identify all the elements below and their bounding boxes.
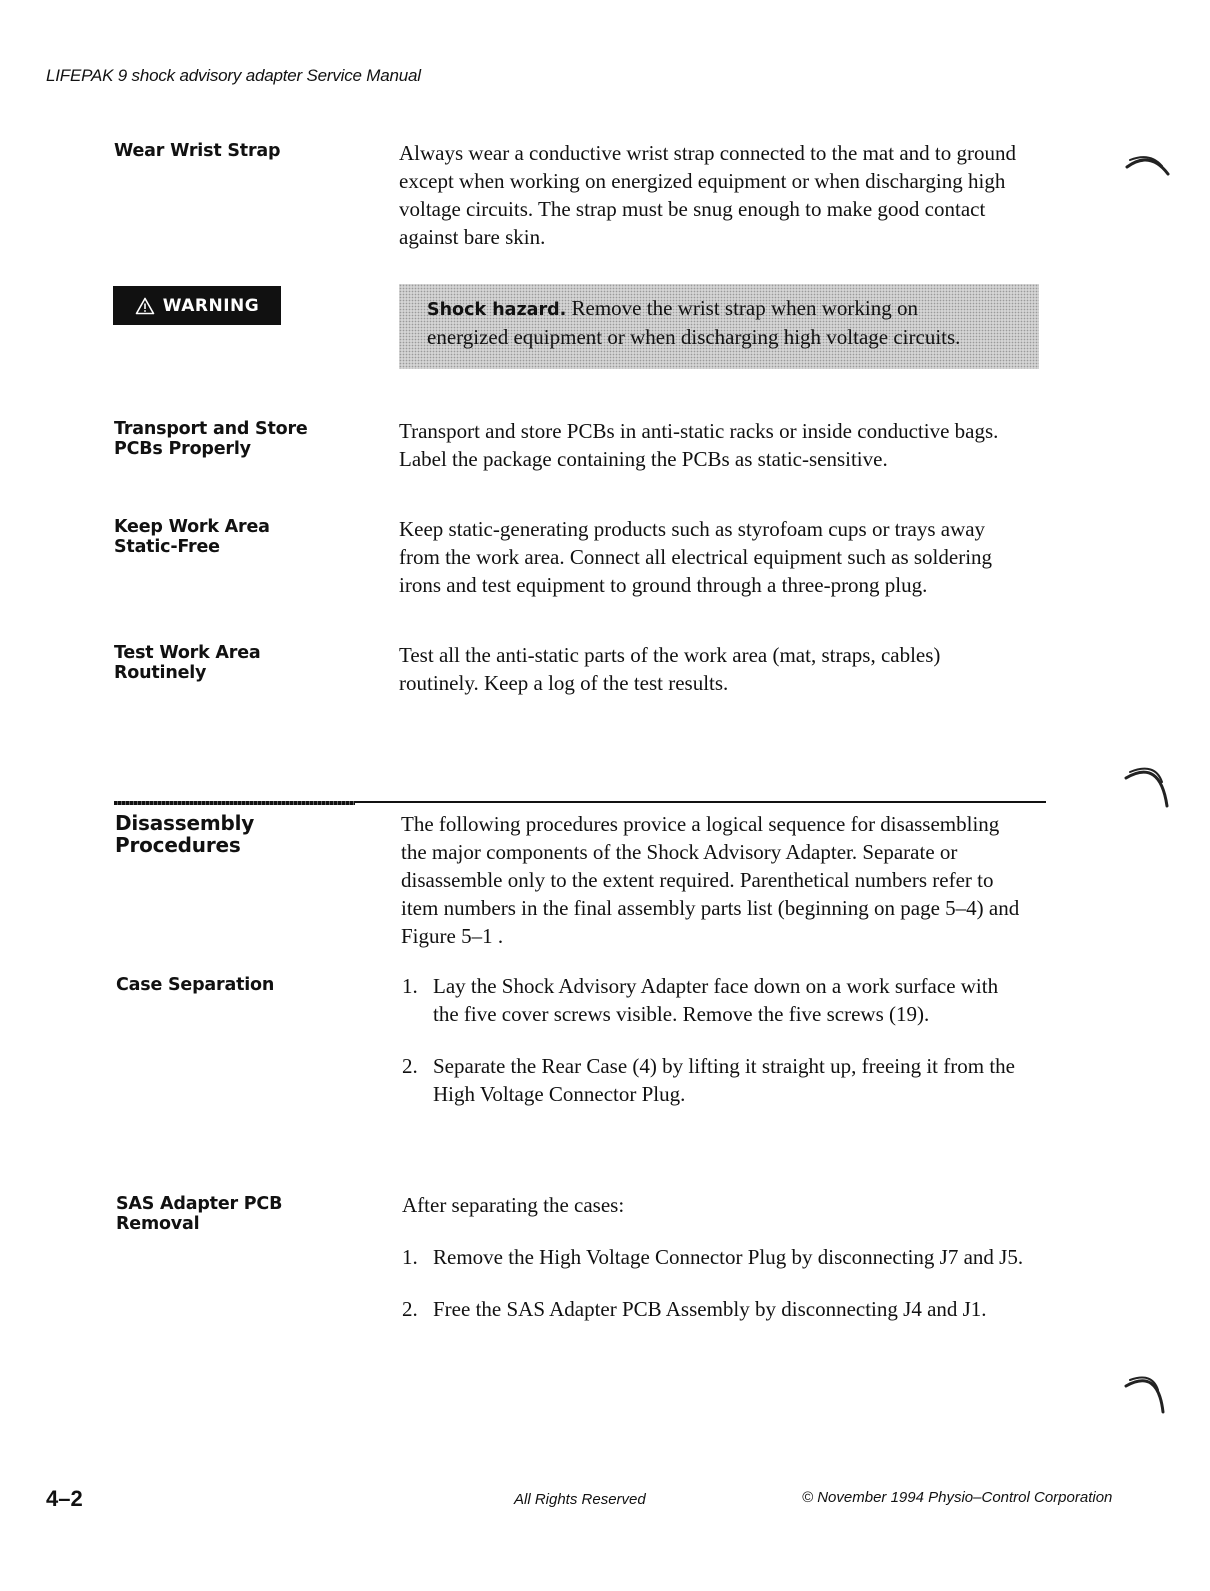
page-number: 4–2 <box>46 1486 83 1511</box>
heading-line: Test Work Area <box>114 643 261 663</box>
text-line: irons and test equipment to ground through a three-prong plug. <box>399 573 928 597</box>
warning-line-2: energized equipment or when discharging high voltage circuits. <box>427 325 961 349</box>
warning-line-1 <box>427 295 1011 324</box>
warning-triangle-icon <box>135 297 155 315</box>
heading-wear-wrist-strap: Wear Wrist Strap <box>114 141 281 161</box>
heading-line: Removal <box>116 1214 200 1234</box>
heading-keep-static-free <box>114 517 364 557</box>
text-line: Test all the anti-static parts of the work area (mat, straps, cables) <box>399 643 941 667</box>
text-line: Remove the High Voltage Connector Plug by disconnecting J7 and J5. <box>433 1245 1024 1269</box>
text-line: the major components of the Shock Advisory Adapter. Separate or <box>401 840 958 864</box>
heading-test-routinely <box>114 643 364 683</box>
paragraph-disassembly <box>401 810 1061 950</box>
heading-line: PCBs Properly <box>114 439 251 459</box>
text-line: Label the package containing the PCBs as static-sensitive. <box>399 447 888 471</box>
list-item <box>402 972 1062 1028</box>
heading-case-separation: Case Separation <box>116 975 275 995</box>
text-line: Separate the Rear Case (4) by lifting it straight up, freeing it from the <box>433 1054 1015 1078</box>
text-line: Free the SAS Adapter PCB Assembly by disconnecting J4 and J1. <box>433 1297 987 1321</box>
text-line: the five cover screws visible. Remove the five screws (19). <box>433 1002 930 1026</box>
footer-rights: All Rights Reserved <box>514 1491 646 1508</box>
warning-box <box>399 284 1039 369</box>
warning-badge <box>113 286 281 325</box>
paragraph-transport <box>399 417 1049 473</box>
step-number: 2. <box>402 1297 418 1321</box>
binding-mark-icon <box>1126 769 1167 806</box>
heading-line: Disassembly <box>115 811 255 835</box>
heading-line: Transport and Store <box>114 419 308 439</box>
heading-line: Procedures <box>115 833 241 857</box>
case-separation-steps <box>402 972 1062 1108</box>
heading-line: Routinely <box>114 663 207 683</box>
warning-badge-label: WARNING <box>162 295 260 316</box>
warning-lead: Shock hazard. <box>427 300 567 320</box>
heading-line: SAS Adapter PCB <box>116 1194 283 1214</box>
warning-text: Remove the wrist strap when working on <box>571 296 918 320</box>
step-number: 1. <box>402 974 418 998</box>
text-line: from the work area. Connect all electrical equipment such as soldering <box>399 545 993 569</box>
paragraph-test-routinely <box>399 641 1049 697</box>
text-line: Lay the Shock Advisory Adapter face down on a work surface with <box>433 974 999 998</box>
step-number: 1. <box>402 1245 418 1269</box>
text-line: item numbers in the final assembly parts list (beginning on page 5–4) and <box>401 896 1020 920</box>
text-line: except when working on energized equipment or when discharging high <box>399 169 1006 193</box>
heading-disassembly-procedures <box>115 812 365 856</box>
paragraph-wrist-strap <box>399 139 1049 251</box>
pcb-removal-steps <box>402 1243 1082 1323</box>
pcb-removal-intro: After separating the cases: <box>402 1193 625 1217</box>
text-line: High Voltage Connector Plug. <box>433 1082 686 1106</box>
footer-copyright: © November 1994 Physio–Control Corporation <box>802 1489 1113 1506</box>
text-line: routinely. Keep a log of the test results. <box>399 671 729 695</box>
text-line: disassemble only to the extent required. Parenthetical numbers refer to <box>401 868 994 892</box>
heading-transport-store <box>114 419 364 459</box>
text-line: against bare skin. <box>399 225 546 249</box>
text-line: Transport and store PCBs in anti-static racks or inside conductive bags. <box>399 419 999 443</box>
binding-mark-icon <box>1126 1378 1163 1412</box>
section-rule-thin <box>355 801 1046 803</box>
text-line: voltage circuits. The strap must be snug enough to make good contact <box>399 197 986 221</box>
heading-line: Static-Free <box>114 537 220 557</box>
step-number: 2. <box>402 1054 418 1078</box>
heading-line: Keep Work Area <box>114 517 270 537</box>
list-item <box>402 1052 1062 1108</box>
text-line: Always wear a conductive wrist strap connected to the mat and to ground <box>399 141 1016 165</box>
text-line: Figure 5–1 . <box>401 924 504 948</box>
running-header: LIFEPAK 9 shock advisory adapter Service Manual <box>46 66 421 85</box>
text-line: Keep static-generating products such as styrofoam cups or trays away <box>399 517 986 541</box>
binding-mark-icon <box>1127 157 1168 174</box>
heading-sas-pcb-removal <box>116 1194 366 1234</box>
text-line: The following procedures provice a logical sequence for disassembling <box>401 812 1000 836</box>
list-item <box>402 1243 1082 1271</box>
section-rule-thick <box>114 801 355 805</box>
paragraph-keep-static-free <box>399 515 1049 599</box>
list-item <box>402 1295 1082 1323</box>
